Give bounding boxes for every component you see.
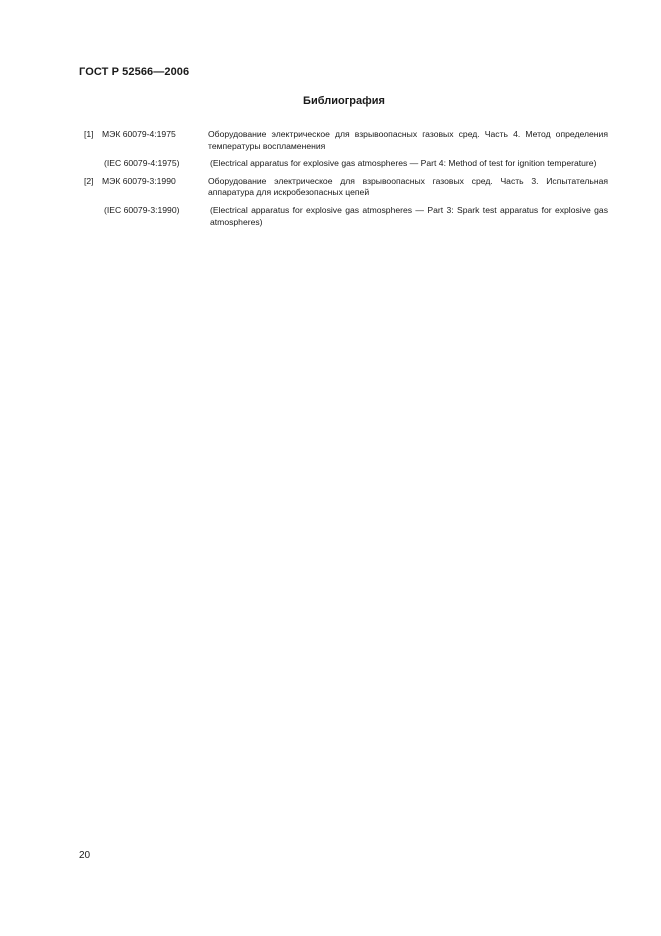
page-number: 20 [79,850,91,861]
bibliography-entry [84,129,608,152]
bibliography-list [84,129,608,234]
bibliography-title: Библиография [303,95,385,107]
standard-designation: ГОСТ Р 52566—2006 [79,66,190,78]
entry-title: (Electrical apparatus for explosive gas atmospheres — Part 3: Spark test apparatus for explosive gas atmospheres) [210,204,608,227]
entry-title: (Electrical apparatus for explosive gas atmospheres — Part 4: Method of test for ignition temperature) [210,158,597,169]
entry-title: Оборудование электрическое для взрывоопасных газовых сред. Часть 4. Метод определения температуры воспламенения [208,129,608,151]
entry-title: Оборудование электрическое для взрывоопасных газовых сред. Часть 3. Испытательная аппаратура для искробезопасных цепей [208,175,608,198]
entry-reference: МЭК 60079-4:1975 [102,129,176,139]
entry-reference: (IEC 60079-4:1975) [104,158,180,169]
entry-reference: (IEC 60079-3:1990) [104,204,180,215]
bibliography-entry-original [84,158,608,170]
bibliography-entry-original [84,205,608,228]
bibliography-entry [84,176,608,199]
entry-number: [2] [84,175,94,186]
entry-reference: МЭК 60079-3:1990 [102,175,176,186]
entry-number: [1] [84,129,94,139]
